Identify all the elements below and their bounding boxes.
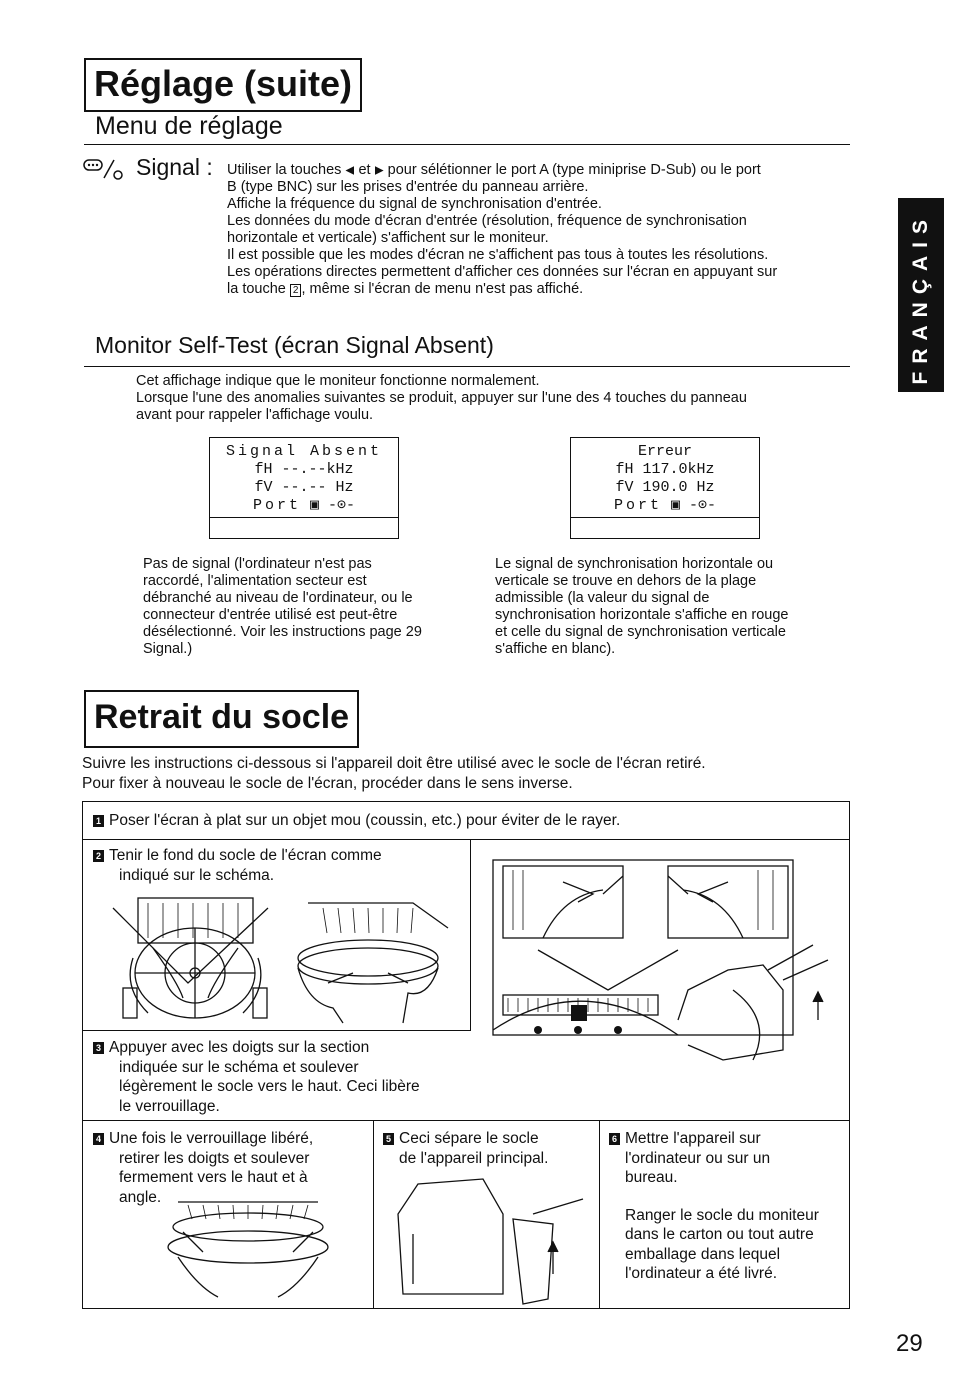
desc-signal-absent	[143, 556, 473, 658]
step-1	[93, 811, 620, 831]
step-text: Mettre l'appareil sur	[625, 1130, 761, 1147]
screen-erreur	[570, 437, 760, 539]
selftest-rule	[84, 366, 850, 367]
step-text: l'ordinateur a été livré.	[625, 1265, 778, 1282]
intro-line: avant pour rappeler l'affichage voulu.	[136, 407, 374, 423]
signal-line: Utiliser la touches et pour sélétionner le port A (type miniprise D-Sub) ou le port	[227, 162, 761, 178]
step-text: fermement vers le haut et à	[119, 1169, 308, 1186]
desc-line: débranché au niveau de l'ordinateur, ou le	[143, 590, 413, 606]
step4-illustration	[158, 1197, 338, 1302]
page-title: Réglage (suite)	[84, 58, 362, 112]
retrait-intro	[82, 754, 862, 793]
screen-fh: fH 117.0kHz	[615, 461, 715, 478]
port-icon: ▣	[309, 497, 319, 514]
screen-port-row	[571, 497, 759, 515]
left-key-icon	[345, 166, 354, 175]
screen-fv: fV --.-- Hz	[254, 479, 354, 496]
step-6	[609, 1129, 844, 1284]
step-number: 6	[609, 1133, 620, 1145]
step-2	[93, 846, 463, 885]
step-4	[93, 1129, 368, 1207]
desc-line: Signal.)	[143, 641, 193, 657]
screen-port-row	[210, 497, 398, 515]
step-number: 2	[93, 850, 104, 862]
signal-line: Il est possible que les modes d'écran ne s'affichent pas tous à toutes les résolutions.	[227, 247, 769, 263]
desc-line: synchronisation horizontale s'affiche en rouge	[495, 607, 789, 623]
step-text: de l'appareil principal.	[399, 1149, 549, 1167]
bnc-icon: -⊙-	[328, 497, 356, 514]
step-text: indiquée sur le schéma et soulever	[119, 1058, 359, 1076]
desc-line: désélectionné. Voir les instructions page 29	[143, 624, 422, 640]
language-tab: FRANÇAIS	[898, 198, 944, 392]
desc-line: connecteur d'entrée utilisé est peut-être	[143, 607, 398, 623]
step3-illustration	[483, 860, 843, 1110]
desc-line: et celle du signal de synchronisation verticale	[495, 624, 786, 640]
step-text: Tenir le fond du socle de l'écran comme	[109, 847, 382, 864]
step-text: retirer les doigts et soulever	[119, 1149, 310, 1167]
signal-description	[227, 162, 857, 298]
step-number: 3	[93, 1042, 104, 1054]
screen-fv: fV 190.0 Hz	[615, 479, 715, 496]
section-subtitle: Menu de réglage	[95, 112, 283, 140]
step-text: Ranger le socle du moniteur	[625, 1206, 819, 1224]
page-number: 29	[896, 1330, 923, 1357]
screen-title: Signal Absent	[225, 443, 383, 460]
step-text: bureau.	[625, 1169, 678, 1186]
step-text: l'ordinateur ou sur un	[625, 1149, 771, 1167]
intro-line: Lorsque l'une des anomalies suivantes se produit, appuyer sur l'une des 4 touches du panneau	[136, 390, 747, 406]
step-number: 4	[93, 1133, 104, 1145]
step-number: 5	[383, 1133, 394, 1145]
desc-line: s'affiche en blanc).	[495, 641, 616, 657]
port-icon: ▣	[670, 497, 680, 514]
row-divider	[83, 1120, 849, 1121]
signal-input-icon	[82, 154, 126, 184]
desc-line: raccordé, l'alimentation secteur est	[143, 573, 367, 589]
signal-line: horizontale et verticale) s'affichent sur le moniteur.	[227, 230, 549, 246]
step-number: 1	[93, 815, 104, 827]
row-divider	[83, 1030, 471, 1031]
step-3	[93, 1038, 468, 1116]
step-text: le verrouillage.	[119, 1097, 220, 1115]
step5-illustration	[393, 1174, 593, 1304]
instruction-table	[82, 801, 850, 1309]
step-text: angle.	[119, 1188, 162, 1206]
bnc-icon: -⊙-	[689, 497, 717, 514]
col-divider	[599, 1120, 600, 1308]
step-text: indiqué sur le schéma.	[119, 866, 275, 884]
intro-line: Suivre les instructions ci-dessous si l'appareil doit être utilisé avec le socle de l'écran retiré.	[82, 755, 706, 772]
screen-port: Port	[613, 497, 662, 514]
row-divider	[83, 839, 849, 840]
step-text: Appuyer avec les doigts sur la section	[109, 1039, 370, 1056]
desc-line: Pas de signal (l'ordinateur n'est pas	[143, 556, 372, 572]
desc-line: Le signal de synchronisation horizontale ou	[495, 556, 774, 572]
retrait-title: Retrait du socle	[84, 690, 359, 748]
col-divider	[373, 1120, 374, 1308]
screen-divider	[210, 517, 398, 518]
signal-label: Signal :	[136, 154, 213, 180]
step-text: Une fois le verrouillage libéré,	[109, 1130, 314, 1147]
signal-line: la touche 2 , même si l'écran de menu n'est pas affiché.	[227, 281, 584, 297]
right-key-icon	[375, 166, 384, 175]
screen-port: Port	[252, 497, 301, 514]
col-divider	[470, 839, 471, 1031]
step-5	[383, 1129, 593, 1168]
step2-illustration	[93, 888, 463, 1028]
intro-line: Pour fixer à nouveau le socle de l'écran, procéder dans le sens inverse.	[82, 774, 573, 792]
signal-line: Les opérations directes permettent d'afficher ces données sur l'écran en appuyant sur	[227, 264, 778, 280]
signal-line: Affiche la fréquence du signal de synchronisation d'entrée.	[227, 196, 602, 212]
subtitle-rule	[84, 144, 850, 145]
screen-fh: fH --.--kHz	[254, 461, 354, 478]
desc-line: verticale se trouve en dehors de la plage	[495, 573, 757, 589]
signal-line: Les données du mode d'écran d'entrée (résolution, fréquence de synchronisation	[227, 213, 747, 229]
screen-title: Erreur	[637, 443, 692, 460]
step-text: légèrement le socle vers le haut. Ceci libère	[119, 1078, 420, 1095]
step-text: Poser l'écran à plat sur un objet mou (coussin, etc.) pour éviter de le rayer.	[109, 812, 621, 829]
screen-signal-absent	[209, 437, 399, 539]
signal-line: B (type BNC) sur les prises d'entrée du panneau arrière.	[227, 179, 589, 195]
intro-line: Cet affichage indique que le moniteur fonctionne normalement.	[136, 373, 540, 389]
step-text: emballage dans lequel	[625, 1245, 781, 1263]
selftest-intro	[136, 373, 836, 424]
screen-divider	[571, 517, 759, 518]
step-text: dans le carton ou tout autre	[625, 1226, 814, 1243]
key-2-icon: 2	[290, 284, 302, 297]
desc-erreur	[495, 556, 845, 658]
desc-line: admissible (la valeur du signal de	[495, 590, 710, 606]
step-text: Ceci sépare le socle	[399, 1130, 539, 1147]
selftest-heading: Monitor Self-Test (écran Signal Absent)	[95, 332, 494, 358]
